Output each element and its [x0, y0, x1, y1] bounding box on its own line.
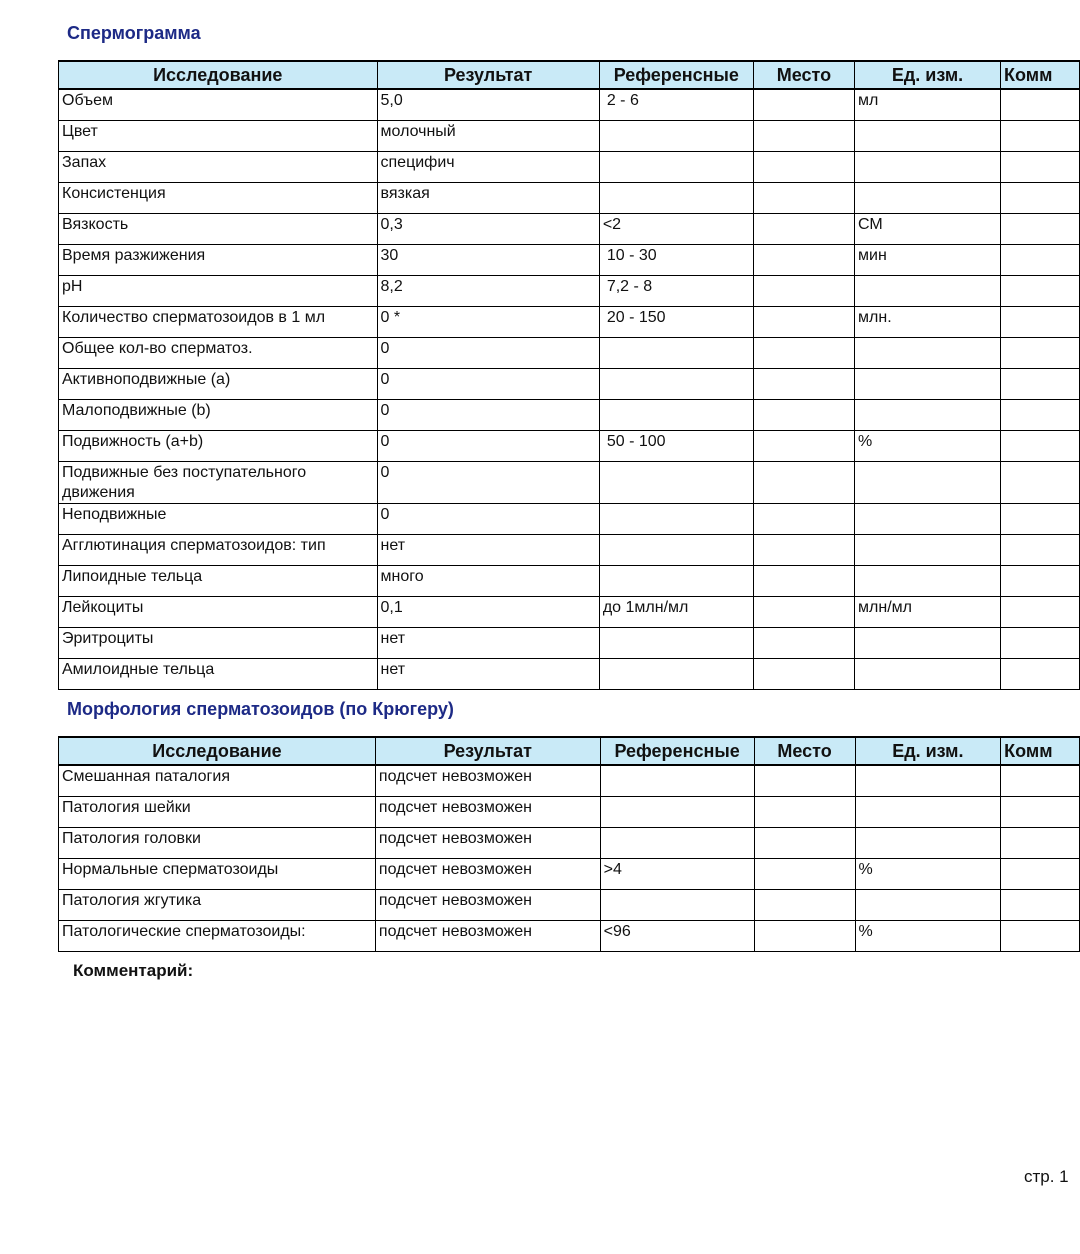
investigation-cell: Время разжижения [59, 245, 378, 276]
comment-cell [1001, 245, 1080, 276]
table-row [59, 462, 1080, 504]
place-cell [754, 859, 855, 890]
place-cell [753, 504, 854, 535]
investigation-cell: Амилоидные тельца [59, 659, 378, 690]
table-row [59, 214, 1080, 245]
table-row [59, 504, 1080, 535]
header-result: Результат [377, 61, 599, 89]
place-cell [753, 183, 854, 214]
spermogram-title: Спермограмма [67, 23, 201, 43]
reference-cell: 50 - 100 [599, 431, 753, 462]
table-row [59, 152, 1080, 183]
unit-cell [855, 400, 1001, 431]
reference-cell: >4 [600, 859, 754, 890]
header-result: Результат [375, 737, 600, 765]
reference-cell: до 1млн/мл [599, 597, 753, 628]
reference-cell [599, 400, 753, 431]
investigation-cell: Количество сперматозоидов в 1 мл [59, 307, 378, 338]
unit-cell [855, 504, 1001, 535]
header-investigation: Исследование [59, 61, 378, 89]
result-cell: вязкая [377, 183, 599, 214]
investigation-cell: Вязкость [59, 214, 378, 245]
result-cell: нет [377, 535, 599, 566]
morphology-title: Морфология сперматозоидов (по Крюгеру) [67, 699, 454, 719]
investigation-cell: Нормальные сперматозоиды [59, 859, 376, 890]
result-cell: подсчет невозможен [375, 765, 600, 797]
comment-cell [1001, 276, 1080, 307]
place-cell [753, 245, 854, 276]
place-cell [753, 121, 854, 152]
place-cell [754, 765, 855, 797]
comment-cell [1001, 183, 1080, 214]
result-cell: 0 * [377, 307, 599, 338]
comment-cell [1001, 431, 1080, 462]
header-comment: Комм [1001, 737, 1080, 765]
reference-cell [599, 659, 753, 690]
place-cell [753, 535, 854, 566]
table-row [59, 597, 1080, 628]
place-cell [753, 369, 854, 400]
result-cell: подсчет невозможен [375, 859, 600, 890]
comment-cell [1001, 535, 1080, 566]
place-cell [753, 400, 854, 431]
page-number: стр. 1 [1024, 1167, 1069, 1186]
investigation-cell: Липоидные тельца [59, 566, 378, 597]
unit-cell: СМ [855, 214, 1001, 245]
result-cell: 8,2 [377, 276, 599, 307]
table-row [59, 566, 1080, 597]
table-row [59, 797, 1080, 828]
table-row [59, 245, 1080, 276]
investigation-cell: Общее кол-во сперматоз. [59, 338, 378, 369]
unit-cell [855, 535, 1001, 566]
comment-cell [1001, 890, 1080, 921]
unit-cell: % [855, 921, 1001, 952]
investigation-cell: Эритроциты [59, 628, 378, 659]
investigation-cell: Цвет [59, 121, 378, 152]
investigation-cell: Консистенция [59, 183, 378, 214]
place-cell [753, 338, 854, 369]
comment-cell [1001, 152, 1080, 183]
result-cell: специфич [377, 152, 599, 183]
reference-cell [599, 462, 753, 504]
place-cell [754, 797, 855, 828]
reference-cell: <2 [599, 214, 753, 245]
header-unit: Ед. изм. [855, 737, 1001, 765]
unit-cell [855, 890, 1001, 921]
comment-label: Комментарий: [73, 961, 194, 980]
investigation-cell: Лейкоциты [59, 597, 378, 628]
investigation-cell: Подвижные без поступательного движения [59, 462, 378, 504]
result-cell: 0 [377, 369, 599, 400]
result-cell: молочный [377, 121, 599, 152]
header-place: Место [754, 737, 855, 765]
table-header-row [59, 737, 1080, 765]
comment-cell [1001, 121, 1080, 152]
place-cell [753, 152, 854, 183]
comment-cell [1001, 921, 1080, 952]
investigation-cell: Агглютинация сперматозоидов: тип [59, 535, 378, 566]
comment-cell [1001, 89, 1080, 121]
unit-cell [855, 659, 1001, 690]
unit-cell [855, 121, 1001, 152]
header-reference: Референсные [600, 737, 754, 765]
place-cell [753, 566, 854, 597]
investigation-cell: Подвижность (a+b) [59, 431, 378, 462]
header-place: Место [753, 61, 854, 89]
unit-cell [855, 338, 1001, 369]
table-row [59, 121, 1080, 152]
table-row [59, 628, 1080, 659]
table-row [59, 828, 1080, 859]
investigation-cell: Смешанная паталогия [59, 765, 376, 797]
investigation-cell: Патология головки [59, 828, 376, 859]
table-row [59, 859, 1080, 890]
investigation-cell: Патологические сперматозоиды: [59, 921, 376, 952]
comment-cell [1001, 628, 1080, 659]
result-cell: 0 [377, 338, 599, 369]
place-cell [754, 890, 855, 921]
unit-cell: млн/мл [855, 597, 1001, 628]
place-cell [754, 828, 855, 859]
comment-cell [1001, 307, 1080, 338]
place-cell [753, 597, 854, 628]
comment-cell [1001, 369, 1080, 400]
unit-cell: мин [855, 245, 1001, 276]
place-cell [754, 921, 855, 952]
comment-cell [1001, 828, 1080, 859]
comment-cell [1001, 597, 1080, 628]
result-cell: 0 [377, 504, 599, 535]
reference-cell [600, 765, 754, 797]
unit-cell [855, 152, 1001, 183]
table-row [59, 307, 1080, 338]
investigation-cell: pH [59, 276, 378, 307]
reference-cell: 20 - 150 [599, 307, 753, 338]
investigation-cell: Малоподвижные (b) [59, 400, 378, 431]
reference-cell [599, 566, 753, 597]
unit-cell [855, 797, 1001, 828]
investigation-cell: Неподвижные [59, 504, 378, 535]
unit-cell [855, 276, 1001, 307]
unit-cell [855, 462, 1001, 504]
header-unit: Ед. изм. [855, 61, 1001, 89]
reference-cell [599, 338, 753, 369]
place-cell [753, 307, 854, 338]
unit-cell [855, 628, 1001, 659]
table-row [59, 369, 1080, 400]
investigation-cell: Патология жгутика [59, 890, 376, 921]
result-cell: 0,3 [377, 214, 599, 245]
place-cell [753, 276, 854, 307]
table-row [59, 921, 1080, 952]
place-cell [753, 431, 854, 462]
reference-cell: 10 - 30 [599, 245, 753, 276]
investigation-cell: Патология шейки [59, 797, 376, 828]
table-header-row [59, 61, 1080, 89]
reference-cell: 7,2 - 8 [599, 276, 753, 307]
unit-cell [855, 369, 1001, 400]
reference-cell [599, 183, 753, 214]
result-cell: много [377, 566, 599, 597]
comment-cell [1001, 859, 1080, 890]
table-row [59, 276, 1080, 307]
unit-cell [855, 765, 1001, 797]
place-cell [753, 462, 854, 504]
comment-cell [1001, 765, 1080, 797]
comment-cell [1001, 462, 1080, 504]
result-cell: подсчет невозможен [375, 890, 600, 921]
investigation-cell: Объем [59, 89, 378, 121]
result-cell: подсчет невозможен [375, 828, 600, 859]
result-cell: 30 [377, 245, 599, 276]
table-row [59, 431, 1080, 462]
table-row [59, 400, 1080, 431]
place-cell [753, 214, 854, 245]
place-cell [753, 628, 854, 659]
comment-cell [1001, 504, 1080, 535]
comment-cell [1001, 214, 1080, 245]
investigation-cell: Запах [59, 152, 378, 183]
result-cell: 0 [377, 431, 599, 462]
comment-cell [1001, 566, 1080, 597]
header-reference: Референсные [599, 61, 753, 89]
reference-cell [600, 797, 754, 828]
reference-cell [599, 152, 753, 183]
unit-cell [855, 828, 1001, 859]
result-cell: подсчет невозможен [375, 921, 600, 952]
unit-cell: % [855, 859, 1001, 890]
header-comment: Комм [1001, 61, 1080, 89]
table-row [59, 890, 1080, 921]
reference-cell [599, 504, 753, 535]
reference-cell [599, 369, 753, 400]
reference-cell [599, 628, 753, 659]
unit-cell [855, 183, 1001, 214]
result-cell: подсчет невозможен [375, 797, 600, 828]
unit-cell: мл [855, 89, 1001, 121]
unit-cell [855, 566, 1001, 597]
result-cell: 5,0 [377, 89, 599, 121]
comment-cell [1001, 797, 1080, 828]
result-cell: нет [377, 659, 599, 690]
reference-cell [599, 535, 753, 566]
reference-cell: 2 - 6 [599, 89, 753, 121]
reference-cell: <96 [600, 921, 754, 952]
spermogram-table [58, 60, 1080, 690]
table-row [59, 765, 1080, 797]
morphology-table [58, 736, 1080, 952]
result-cell: 0 [377, 400, 599, 431]
comment-cell [1001, 400, 1080, 431]
reference-cell [599, 121, 753, 152]
result-cell: 0 [377, 462, 599, 504]
result-cell: нет [377, 628, 599, 659]
table-row [59, 659, 1080, 690]
result-cell: 0,1 [377, 597, 599, 628]
header-investigation: Исследование [59, 737, 376, 765]
table-row [59, 89, 1080, 121]
comment-cell [1001, 659, 1080, 690]
reference-cell [600, 828, 754, 859]
comment-cell [1001, 338, 1080, 369]
table-row [59, 535, 1080, 566]
unit-cell: млн. [855, 307, 1001, 338]
reference-cell [600, 890, 754, 921]
place-cell [753, 659, 854, 690]
place-cell [753, 89, 854, 121]
table-row [59, 338, 1080, 369]
unit-cell: % [855, 431, 1001, 462]
investigation-cell: Активноподвижные (a) [59, 369, 378, 400]
table-row [59, 183, 1080, 214]
